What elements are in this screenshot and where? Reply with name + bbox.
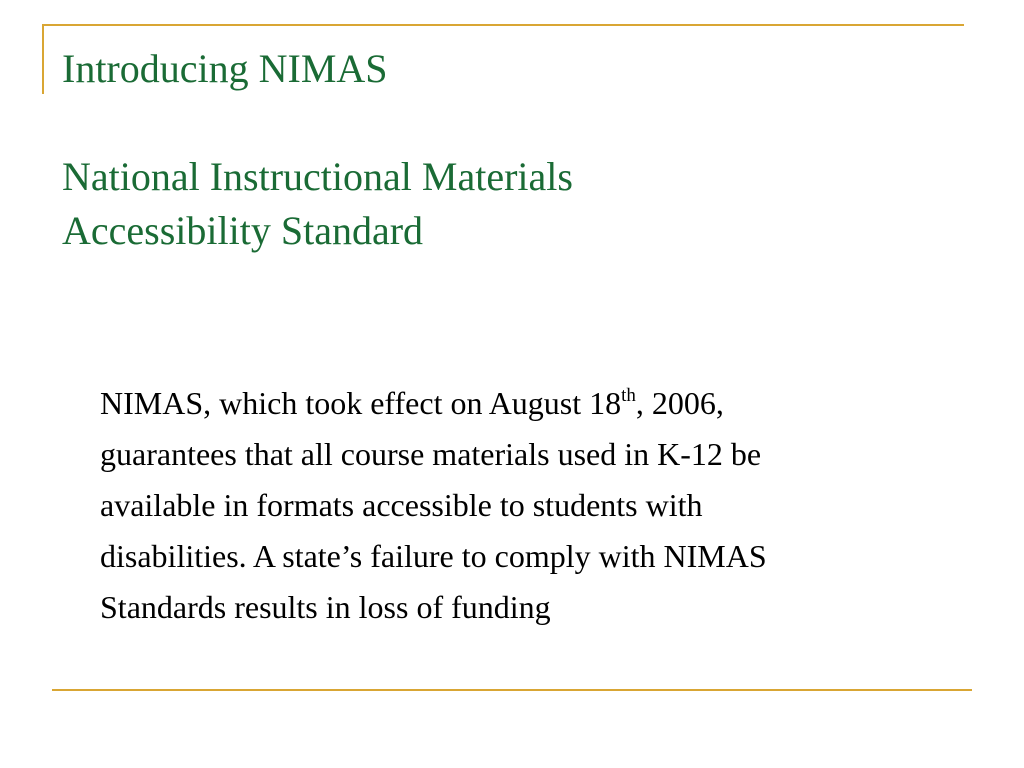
- body-line-2: guarantees that all course materials used in K-12 be: [100, 436, 762, 472]
- title-line-1: Introducing NIMAS: [62, 46, 388, 91]
- bottom-rule: [52, 689, 972, 691]
- slide-body: [100, 378, 980, 633]
- title-line-3: Accessibility Standard: [62, 208, 424, 253]
- body-line-4: disabilities. A state’s failure to comply with NIMAS: [100, 538, 767, 574]
- body-line-1-end: , 2006,: [635, 385, 724, 421]
- title-line-2: National Instructional Materials: [62, 154, 573, 199]
- title-spacer: [62, 96, 962, 150]
- body-line-3: available in formats accessible to students with: [100, 487, 703, 523]
- ordinal-superscript: th: [621, 385, 636, 407]
- left-accent-rule: [42, 24, 44, 94]
- top-rule: [42, 24, 964, 26]
- body-line-5: Standards results in loss of funding: [100, 589, 551, 625]
- body-line-1: [100, 378, 980, 429]
- slide-title: [62, 42, 962, 258]
- body-line-1-start: NIMAS, which took effect on August 18: [100, 385, 622, 421]
